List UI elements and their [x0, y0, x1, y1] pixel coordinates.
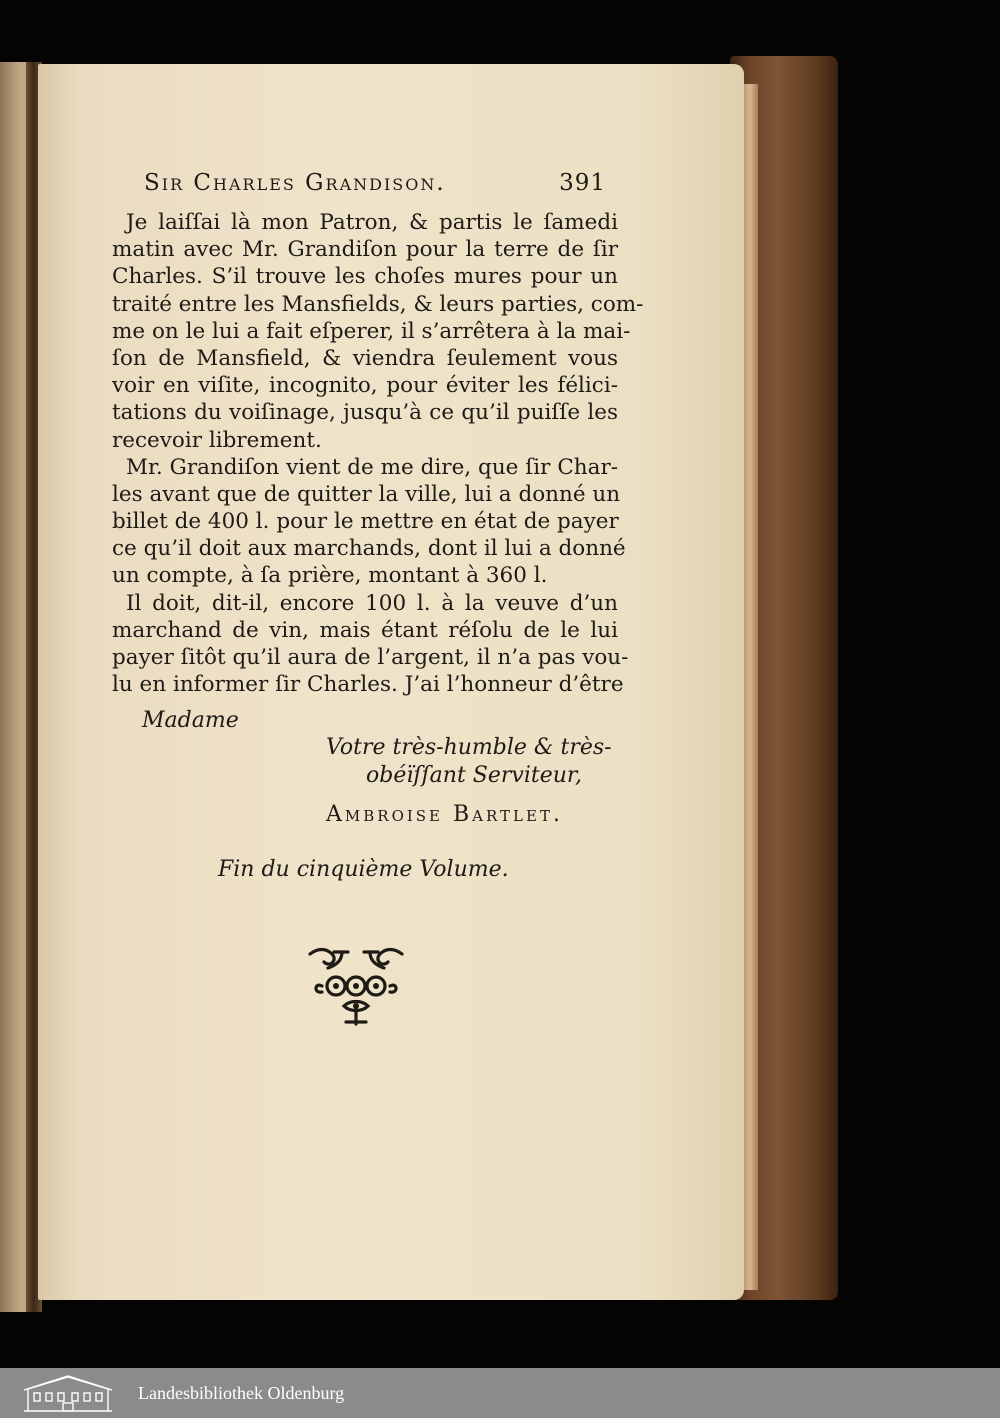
text-line: tations du voiſinage, jusqu’à ce qu’il puiſſe les: [112, 400, 618, 426]
footer-bar: [0, 1368, 1000, 1418]
text-line: billet de 400 l. pour le mettre en état de payer: [112, 509, 619, 535]
signature: Ambroise Bartlet.: [326, 802, 563, 827]
text-line: un compte, à ſa prière, montant à 360 l.: [112, 563, 548, 589]
page-block-edge: [742, 84, 758, 1290]
library-building-icon: [20, 1373, 116, 1413]
salutation: Madame: [142, 708, 239, 733]
text-line: matin avec Mr. Grandiſon pour la terre de ſir: [112, 237, 618, 263]
text-line: lu en informer ſir Charles. J’ai l’honneur d’être: [112, 672, 624, 698]
text-line: Il doit, dit-il, encore 100 l. à la veuve d’un: [126, 590, 618, 616]
text-line: payer ſitôt qu’il aura de l’argent, il n’a pas vou-: [112, 645, 629, 670]
closing-line-1: Votre très-humble & très-: [326, 735, 612, 760]
closing-line-2: obéïſſant Serviteur,: [366, 763, 582, 788]
text-line: Charles. S’il trouve les choſes mures pour un: [112, 264, 618, 290]
text-line: ce qu’il doit aux marchands, dont il lui a donné: [112, 536, 626, 562]
text-line: Mr. Grandiſon vient de me dire, que ſir Char-: [126, 454, 618, 480]
library-name: Landesbibliothek Oldenburg: [138, 1382, 345, 1403]
text-line: traité entre les Mansfields, & leurs parties, com-: [112, 291, 644, 317]
page-number: 391: [559, 170, 606, 196]
text-line: recevoir librement.: [112, 427, 322, 453]
running-title: Sir Charles Grandison.: [144, 170, 446, 196]
text-line: marchand de vin, mais étant réſolu de le lui: [112, 617, 618, 643]
end-of-volume-note: Fin du cinquième Volume.: [218, 857, 509, 882]
text-line: me on le lui a fait eſperer, il s’arrêtera à la mai-: [112, 318, 631, 344]
text-line: ſon de Mansfield, & viendra ſeulement vous: [112, 345, 618, 371]
text-line: Je laiſſai là mon Patron, & partis le ſamedi: [126, 210, 618, 235]
letter-body: [112, 209, 644, 698]
running-header: [144, 170, 606, 196]
text-line: voir en viſite, incognito, pour éviter les félici-: [112, 373, 618, 399]
text-line: les avant que de quitter la ville, lui a donné un: [112, 481, 621, 507]
printers-ornament-icon: [304, 946, 408, 1028]
